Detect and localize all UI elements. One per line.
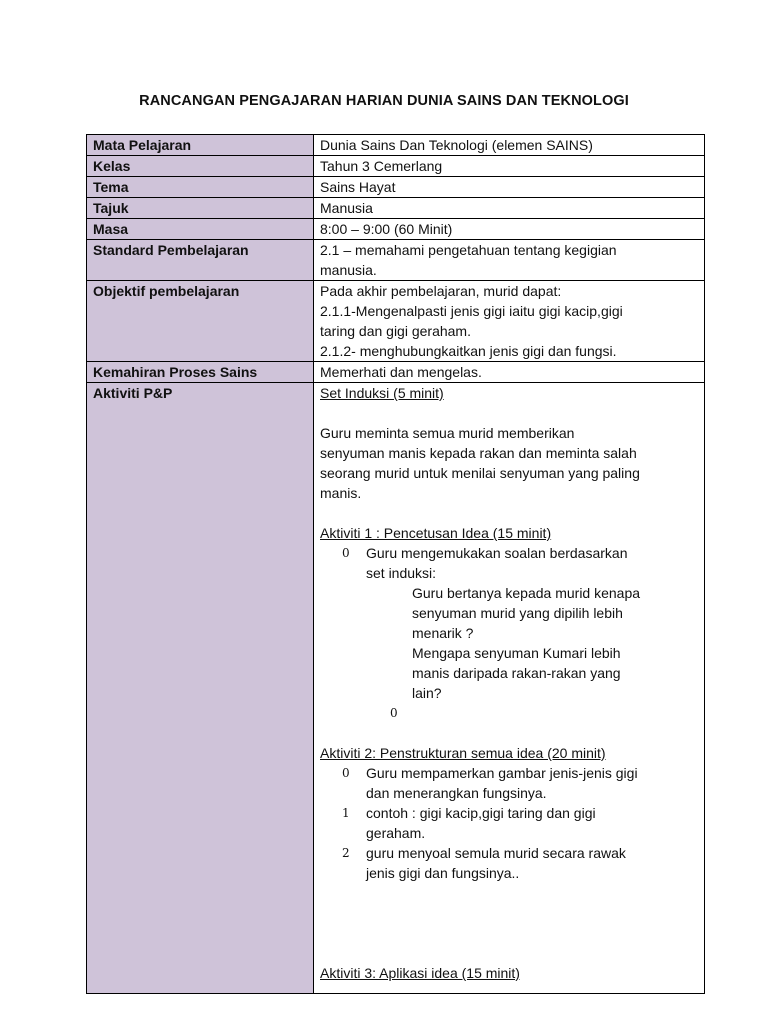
value-tajuk: Manusia — [314, 198, 705, 219]
lesson-plan-table — [86, 134, 705, 994]
label-aktiviti: Aktiviti P&P — [87, 383, 314, 994]
row-aktiviti — [87, 383, 705, 994]
aktiviti2-heading: Aktiviti 2: Penstrukturan semua idea (20 minit) — [320, 745, 606, 761]
label-objektif: Objektif pembelajaran — [87, 281, 314, 362]
standard-line: manusia. — [320, 262, 377, 278]
value-standard — [314, 240, 705, 281]
aktiviti1-sub-line: manis daripada rakan-rakan yang — [412, 665, 621, 681]
label-masa: Masa — [87, 219, 314, 240]
bullet-marker: 2 — [342, 846, 350, 860]
value-aktiviti — [314, 383, 705, 994]
objektif-line: 2.1.1-Mengenalpasti jenis gigi iaitu gigi kacip,gigi — [320, 303, 623, 319]
label-tema: Tema — [87, 177, 314, 198]
bullet-marker: 1 — [342, 806, 350, 820]
aktiviti1-bullet-line: Guru mengemukakan soalan berdasarkan — [366, 545, 628, 561]
aktiviti3-heading: Aktiviti 3: Aplikasi idea (15 minit) — [320, 965, 520, 981]
value-tema: Sains Hayat — [314, 177, 705, 198]
row-tema — [87, 177, 705, 198]
set-induksi-line: senyuman manis kepada rakan dan meminta salah — [320, 445, 637, 461]
aktiviti1-heading: Aktiviti 1 : Pencetusan Idea (15 minit) — [320, 525, 552, 541]
row-kemahiran — [87, 362, 705, 383]
aktiviti2-item-line: Guru mempamerkan gambar jenis-jenis gigi — [366, 765, 638, 781]
bullet-marker: 0 — [342, 546, 350, 560]
row-kelas — [87, 156, 705, 177]
aktiviti2-item-line: dan menerangkan fungsinya. — [366, 785, 547, 801]
label-mata-pelajaran: Mata Pelajaran — [87, 135, 314, 156]
aktiviti2-item — [320, 803, 698, 843]
value-kelas: Tahun 3 Cemerlang — [314, 156, 705, 177]
aktiviti1-bullet — [320, 543, 698, 583]
label-kemahiran: Kemahiran Proses Sains — [87, 362, 314, 383]
value-kemahiran: Memerhati dan mengelas. — [314, 362, 705, 383]
standard-line: 2.1 – memahami pengetahuan tentang kegigian — [320, 242, 617, 258]
page-title: RANCANGAN PENGAJARAN HARIAN DUNIA SAINS DAN TEKNOLOGI — [139, 93, 629, 109]
set-induksi-line: manis. — [320, 485, 362, 501]
row-masa — [87, 219, 705, 240]
set-induksi-heading: Set Induksi (5 minit) — [320, 385, 444, 401]
label-kelas: Kelas — [87, 156, 314, 177]
aktiviti2-item-line: jenis gigi dan fungsinya.. — [366, 865, 520, 881]
set-induksi-line: seorang murid untuk menilai senyuman yang paling — [320, 465, 640, 481]
aktiviti1-bullet-line: set induksi: — [366, 565, 437, 581]
row-standard — [87, 240, 705, 281]
row-tajuk — [87, 198, 705, 219]
sub-bullet-marker: 0 — [390, 706, 398, 720]
objektif-line: Pada akhir pembelajaran, murid dapat: — [320, 283, 562, 299]
set-induksi-line: Guru meminta semua murid memberikan — [320, 425, 575, 441]
label-tajuk: Tajuk — [87, 198, 314, 219]
aktiviti2-item-line: contoh : gigi kacip,gigi taring dan gigi — [366, 805, 596, 821]
row-mata-pelajaran — [87, 135, 705, 156]
bullet-marker: 0 — [342, 766, 350, 780]
aktiviti1-sub-line: Guru bertanya kepada murid kenapa — [412, 585, 641, 601]
value-objektif — [314, 281, 705, 362]
objektif-line: 2.1.2- menghubungkaitkan jenis gigi dan fungsi. — [320, 343, 617, 359]
row-objektif — [87, 281, 705, 362]
value-masa: 8:00 – 9:00 (60 Minit) — [314, 219, 705, 240]
value-mata-pelajaran: Dunia Sains Dan Teknologi (elemen SAINS) — [314, 135, 705, 156]
objektif-line: taring dan gigi geraham. — [320, 323, 471, 339]
aktiviti2-item-line: geraham. — [366, 825, 426, 841]
aktiviti1-sub-line: Mengapa senyuman Kumari lebih — [412, 645, 621, 661]
aktiviti1-sub-line: senyuman murid yang dipilih lebih — [412, 605, 623, 621]
aktiviti2-item-line: guru menyoal semula murid secara rawak — [366, 845, 626, 861]
aktiviti1-sub-line: menarik ? — [412, 625, 474, 641]
aktiviti1-sub-line: lain? — [412, 685, 442, 701]
label-standard: Standard Pembelajaran — [87, 240, 314, 281]
aktiviti2-item — [320, 763, 698, 803]
aktiviti2-item — [320, 843, 698, 883]
